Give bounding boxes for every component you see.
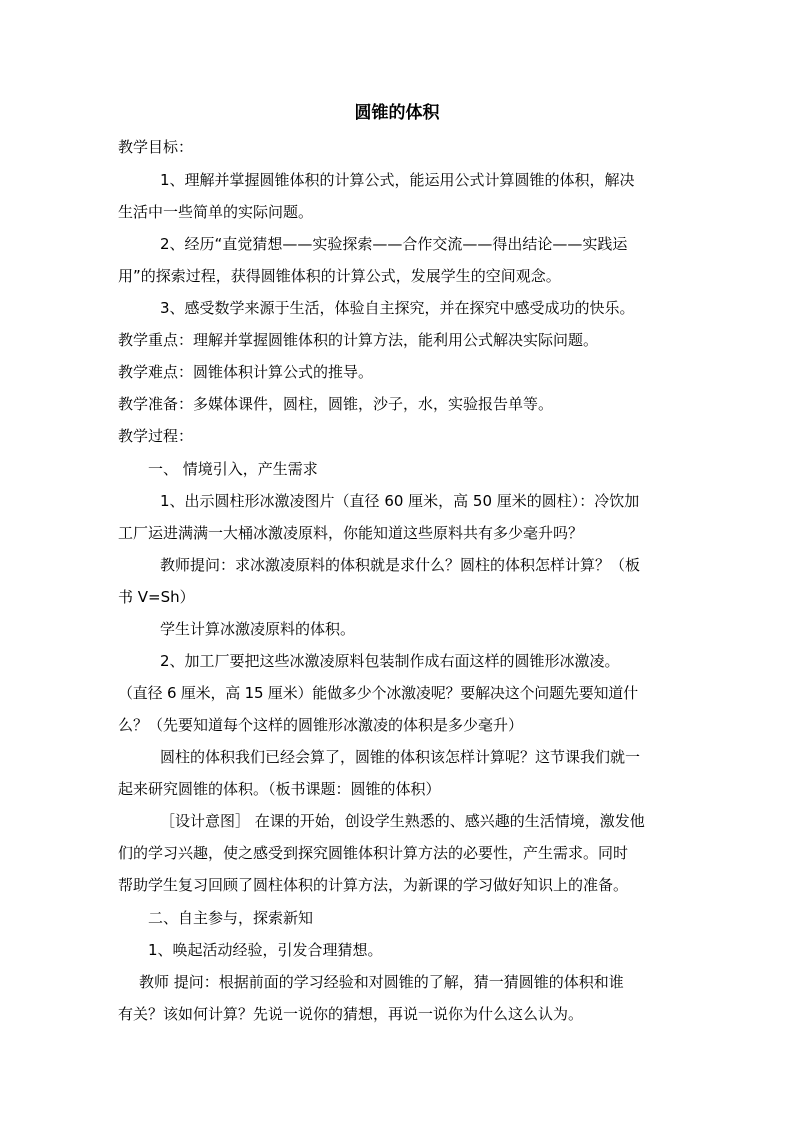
paragraph-line: 3、感受数学来源于生活，体验自主探究，并在探究中感受成功的快乐。 <box>160 299 635 317</box>
paragraph-line: 起来研究圆锥的体积。（板书课题：圆锥的体积） <box>118 780 441 798</box>
paragraph-line: 有关？该如何计算？先说一说你的猜想，再说一说你为什么这么认为。 <box>118 1005 584 1023</box>
paragraph-line: 1、理解并掌握圆锥体积的计算公式，能运用公式计算圆锥的体积，解决 <box>160 171 635 189</box>
section-preparation: 教学准备：多媒体课件，圆柱，圆锥，沙子，水，实验报告单等。 <box>118 395 554 413</box>
paragraph-line: 教师提问：求冰激凌原料的体积就是求什么？圆柱的体积怎样计算？（板 <box>160 556 641 574</box>
paragraph-line: 圆柱的体积我们已经会算了，圆锥的体积该怎样计算呢？这节课我们就一 <box>160 748 641 766</box>
paragraph-line: 工厂运进满满一大桶冰激凌原料，你能知道这些原料共有多少毫升吗？ <box>118 524 584 542</box>
document-title: 圆锥的体积 <box>354 103 440 123</box>
paragraph-line: 生活中一些简单的实际问题。 <box>118 203 314 221</box>
paragraph-line: 么？（先要知道每个这样的圆锥形冰激凌的体积是多少毫升） <box>118 716 524 734</box>
subheading-part-two: 二、自主参与，探索新知 <box>148 909 314 927</box>
section-heading-objectives: 教学目标： <box>118 138 194 156</box>
paragraph-line: 们的学习兴趣，使之感受到探究圆锥体积计算方法的必要性，产生需求。同时 <box>118 844 629 862</box>
section-key-points: 教学重点：理解并掌握圆锥体积的计算方法，能利用公式解决实际问题。 <box>118 331 599 349</box>
subheading-part-one: 一、 情境引入，产生需求 <box>148 460 318 478</box>
paragraph-line: 1、唤起活动经验，引发合理猜想。 <box>148 941 383 959</box>
paragraph-line: 用”的探索过程，获得圆锥体积的计算公式，发展学生的空间观念。 <box>118 267 561 285</box>
paragraph-line: 教师 提问：根据前面的学习经验和对圆锥的了解，猜一猜圆锥的体积和谁 <box>139 973 624 991</box>
paragraph-line: 帮助学生复习回顾了圆柱体积的计算方法，为新课的学习做好知识上的准备。 <box>118 876 629 894</box>
paragraph-line: （直径 6 厘米，高 15 厘米）能做多少个冰激凌呢？要解决这个问题先要知道什 <box>118 684 638 702</box>
design-intent-line: ［设计意图］ 在课的开始，创设学生熟悉的、感兴趣的生活情境，激发他 <box>160 812 645 830</box>
paragraph-line: 学生计算冰激凌原料的体积。 <box>160 620 356 638</box>
section-difficulties: 教学难点：圆锥体积计算公式的推导。 <box>118 363 374 381</box>
section-heading-process: 教学过程： <box>118 427 194 445</box>
paragraph-line: 1、出示圆柱形冰激凌图片（直径 60 厘米，高 50 厘米的圆柱）：冷饮加 <box>160 492 640 510</box>
paragraph-line: 书 V=Sh） <box>118 588 195 606</box>
paragraph-line: 2、加工厂要把这些冰激凌原料包装制作成右面这样的圆锥形冰激凌。 <box>160 652 620 670</box>
paragraph-line: 2、经历“直觉猜想——实验探索——合作交流——得出结论——实践运 <box>160 235 628 253</box>
